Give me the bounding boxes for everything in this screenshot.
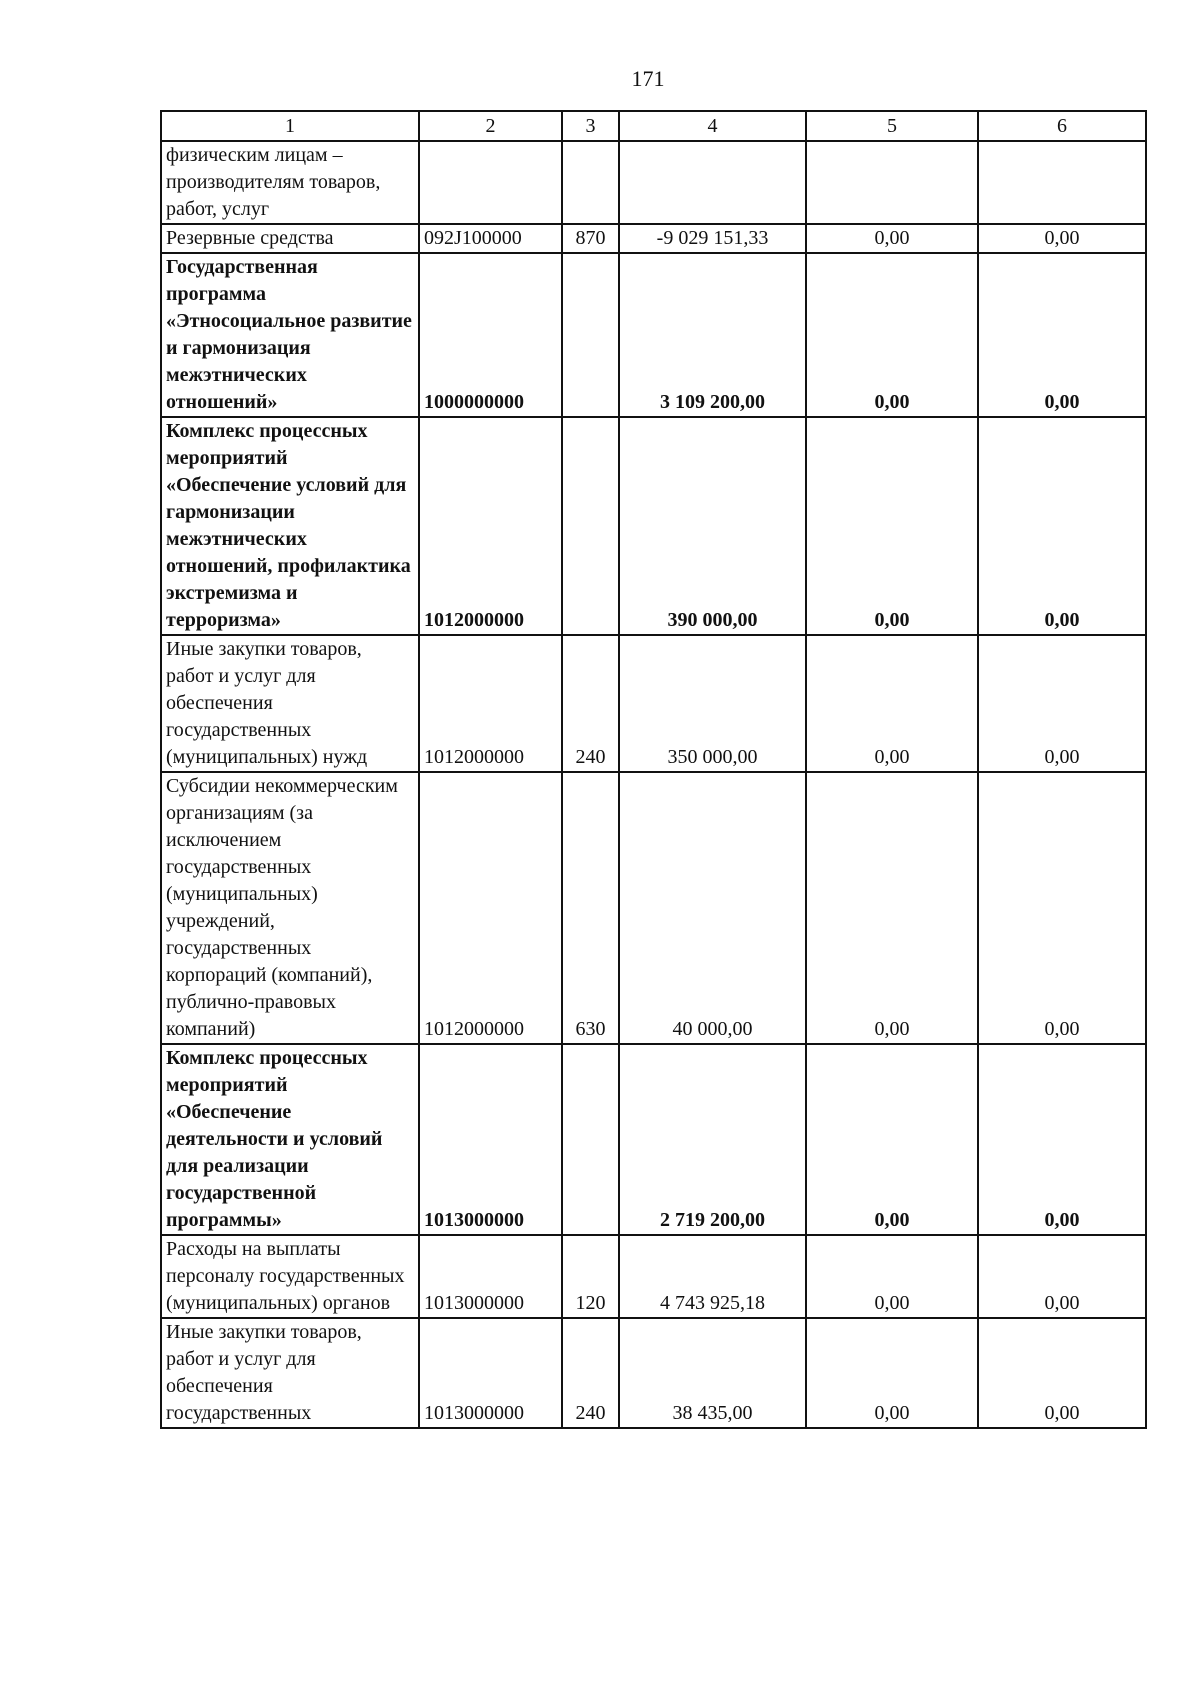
table-row [161, 1318, 1146, 1428]
target-code-cell: 092J100000 [419, 224, 562, 253]
table-row [161, 417, 1146, 635]
item-name-cell: Расходы на выплаты персоналу государственных (муниципальных) органов [161, 1235, 419, 1318]
column-header: 3 [562, 111, 619, 141]
table-row [161, 141, 1146, 224]
amount-col4-cell: 38 435,00 [619, 1318, 806, 1428]
item-name-cell: Иные закупки товаров, работ и услуг для обеспечения государственных [161, 1318, 419, 1428]
amount-col5-cell: 0,00 [806, 1044, 978, 1235]
expense-type-cell [562, 417, 619, 635]
target-code-cell: 1012000000 [419, 635, 562, 772]
column-header: 6 [978, 111, 1146, 141]
item-name-cell: Субсидии некоммерческим организациям (за исключением государственных (муниципальных) учреждений, государственных корпораций (компаний), публично-правовых компаний) [161, 772, 419, 1044]
table-row [161, 224, 1146, 253]
amount-col4-cell: -9 029 151,33 [619, 224, 806, 253]
amount-col4-cell: 40 000,00 [619, 772, 806, 1044]
table-row [161, 635, 1146, 772]
column-header: 4 [619, 111, 806, 141]
target-code-cell: 1013000000 [419, 1318, 562, 1428]
item-name-cell: Резервные средства [161, 224, 419, 253]
target-code-cell: 1012000000 [419, 772, 562, 1044]
amount-col6-cell: 0,00 [978, 1235, 1146, 1318]
expense-type-cell: 240 [562, 635, 619, 772]
target-code-cell: 1013000000 [419, 1235, 562, 1318]
amount-col5-cell: 0,00 [806, 253, 978, 417]
amount-col4-cell: 350 000,00 [619, 635, 806, 772]
expense-type-cell: 120 [562, 1235, 619, 1318]
amount-col6-cell [978, 141, 1146, 224]
column-header: 2 [419, 111, 562, 141]
amount-col4-cell: 4 743 925,18 [619, 1235, 806, 1318]
target-code-cell: 1000000000 [419, 253, 562, 417]
amount-col5-cell: 0,00 [806, 1318, 978, 1428]
table-row [161, 1235, 1146, 1318]
amount-col6-cell: 0,00 [978, 1044, 1146, 1235]
budget-table [160, 110, 1147, 1429]
amount-col6-cell: 0,00 [978, 253, 1146, 417]
table-body [161, 141, 1146, 1428]
column-header: 5 [806, 111, 978, 141]
amount-col4-cell: 2 719 200,00 [619, 1044, 806, 1235]
amount-col6-cell: 0,00 [978, 772, 1146, 1044]
expense-type-cell: 630 [562, 772, 619, 1044]
item-name-cell: Иные закупки товаров, работ и услуг для обеспечения государственных (муниципальных) нужд [161, 635, 419, 772]
amount-col6-cell: 0,00 [978, 224, 1146, 253]
page-number: 171 [631, 66, 665, 91]
amount-col4-cell [619, 141, 806, 224]
amount-col5-cell: 0,00 [806, 417, 978, 635]
item-name-cell: Комплекс процессных мероприятий «Обеспечение условий для гармонизации межэтнических отношений, профилактика экстремизма и терроризма» [161, 417, 419, 635]
table-row [161, 1044, 1146, 1235]
item-name-cell: физическим лицам – производителям товаров, работ, услуг [161, 141, 419, 224]
target-code-cell: 1012000000 [419, 417, 562, 635]
table-row [161, 772, 1146, 1044]
expense-type-cell: 870 [562, 224, 619, 253]
item-name-cell: Комплекс процессных мероприятий «Обеспечение деятельности и условий для реализации государственной программы» [161, 1044, 419, 1235]
expense-type-cell [562, 141, 619, 224]
target-code-cell: 1013000000 [419, 1044, 562, 1235]
amount-col5-cell: 0,00 [806, 1235, 978, 1318]
amount-col6-cell: 0,00 [978, 635, 1146, 772]
amount-col5-cell: 0,00 [806, 772, 978, 1044]
expense-type-cell [562, 253, 619, 417]
expense-type-cell [562, 1044, 619, 1235]
item-name-cell: Государственная программа «Этносоциальное развитие и гармонизация межэтнических отношений» [161, 253, 419, 417]
target-code-cell [419, 141, 562, 224]
column-header: 1 [161, 111, 419, 141]
amount-col5-cell: 0,00 [806, 224, 978, 253]
amount-col4-cell: 390 000,00 [619, 417, 806, 635]
amount-col6-cell: 0,00 [978, 417, 1146, 635]
expense-type-cell: 240 [562, 1318, 619, 1428]
amount-col5-cell [806, 141, 978, 224]
column-number-row [161, 111, 1146, 141]
amount-col5-cell: 0,00 [806, 635, 978, 772]
amount-col4-cell: 3 109 200,00 [619, 253, 806, 417]
table-row [161, 253, 1146, 417]
amount-col6-cell: 0,00 [978, 1318, 1146, 1428]
